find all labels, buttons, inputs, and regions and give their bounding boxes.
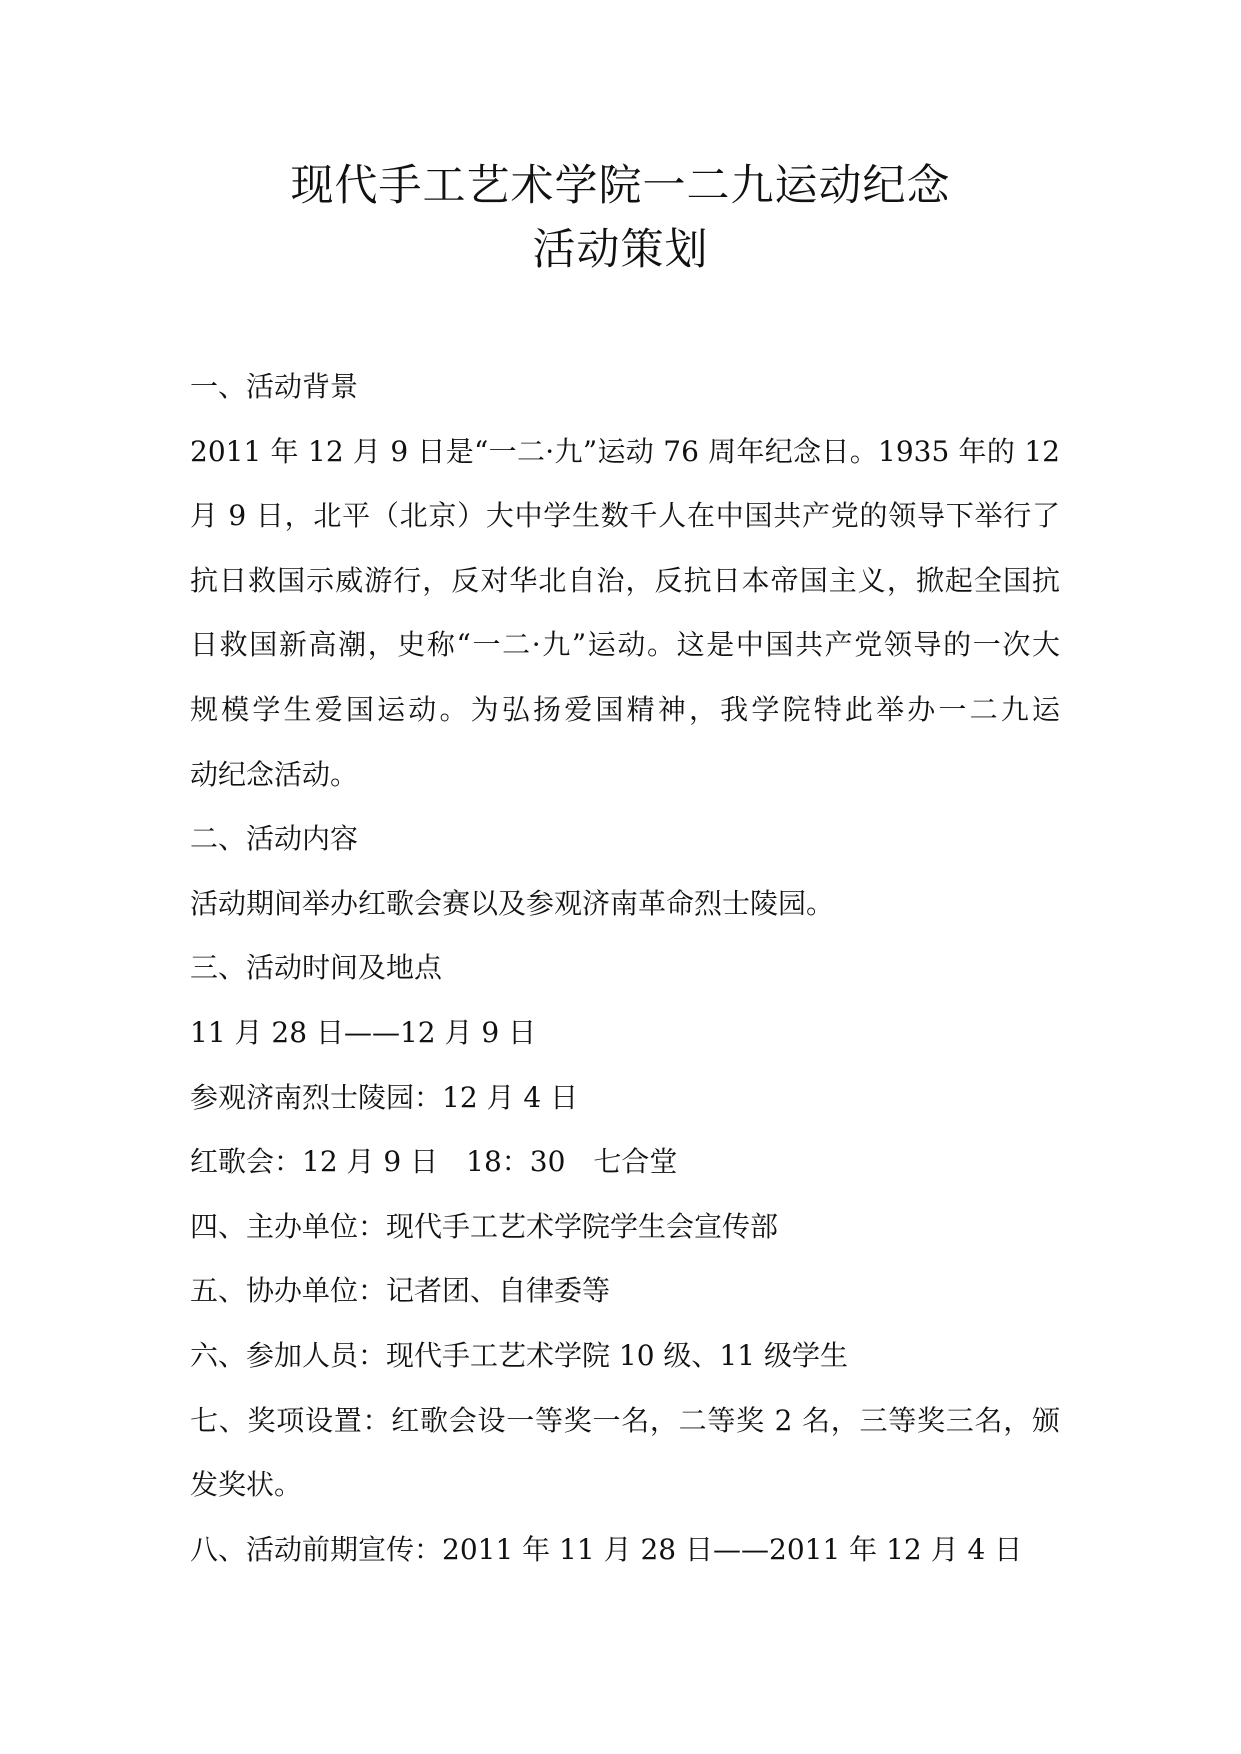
section-awards: 七、奖项设置：红歌会设一等奖一名，二等奖 2 名，三等奖三名，颁 [190,1403,1060,1437]
section-heading-content: 二、活动内容 [190,822,359,856]
paragraph-line: 日救国新高潮，史称“一二·九”运动。这是中国共产党领导的一次大 [190,628,1060,662]
paragraph-line: 月 9 日，北平（北京）大中学生数千人在中国共产党的领导下举行了 [190,499,1060,533]
document-title-line-2: 活动策划 [532,225,709,275]
section-heading-background: 一、活动背景 [190,370,359,403]
paragraph-line: 规模学生爱国运动。为弘扬爱国精神，我学院特此举办一二九运 [190,692,1060,726]
paragraph-line: 抗日救国示威游行，反对华北自治，反抗日本帝国主义，掀起全国抗 [190,563,1060,597]
section-organizer: 四、主办单位：现代手工艺术学院学生会宣传部 [190,1209,779,1243]
document-title-line-1: 现代手工艺术学院一二九运动纪念 [290,161,951,211]
schedule-line: 11 月 28 日——12 月 9 日 [190,1015,537,1049]
document-body [190,355,1060,1582]
paragraph-line: 发奖状。 [190,1468,303,1502]
section-heading-time-place: 三、活动时间及地点 [190,951,443,985]
section-co-organizer: 五、协办单位：记者团、自律委等 [190,1274,611,1308]
section-participants: 六、参加人员：现代手工艺术学院 10 级、11 级学生 [190,1338,848,1372]
schedule-line: 参观济南烈士陵园：12 月 4 日 [190,1080,579,1114]
paragraph-line: 动纪念活动。 [190,757,359,791]
paragraph-line: 活动期间举办红歌会赛以及参观济南革命烈士陵园。 [190,886,835,920]
schedule-line: 红歌会：12 月 9 日 18：30 七合堂 [190,1145,678,1179]
section-promotion: 八、活动前期宣传：2011 年 11 月 28 日——2011 年 12 月 4 日 [190,1532,1023,1566]
paragraph-line: 2011 年 12 月 9 日是“一二·九”运动 76 周年纪念日。1935 年的 12 [190,434,1060,468]
